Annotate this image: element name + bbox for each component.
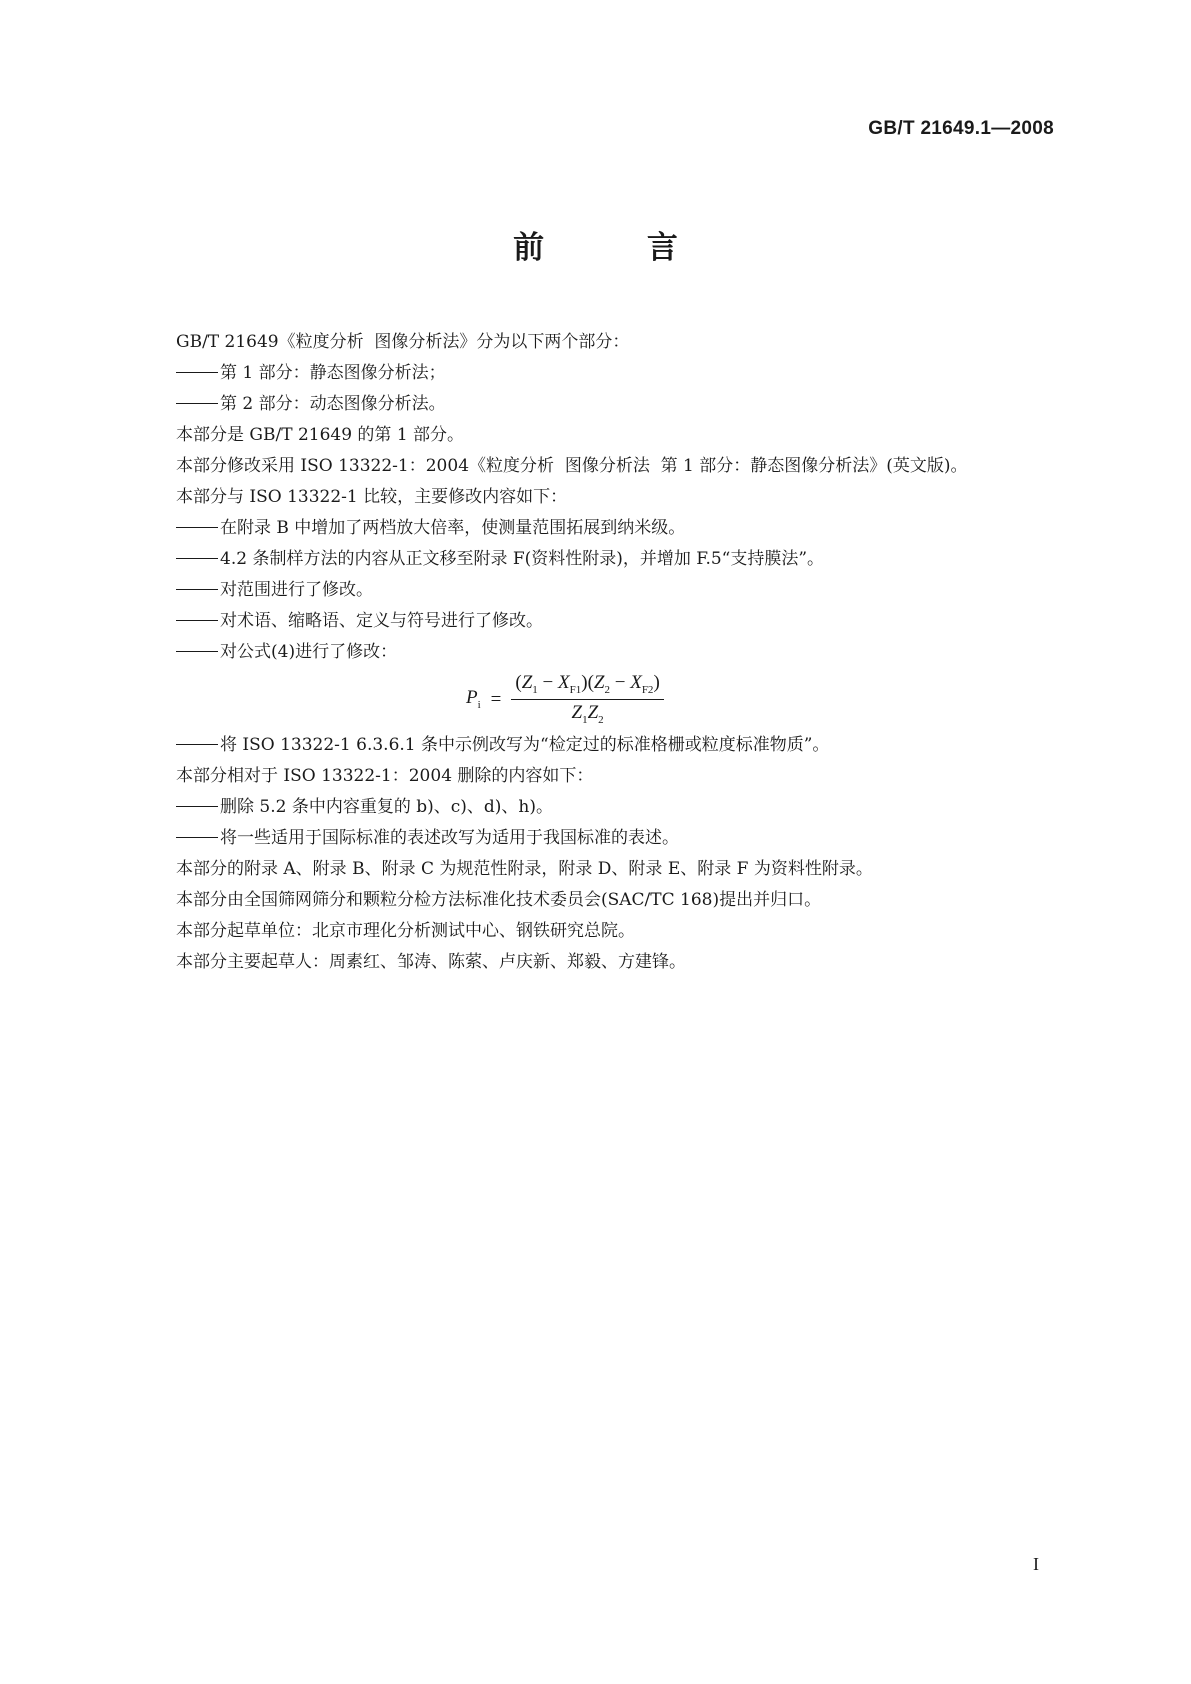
list-item: [176, 544, 1056, 575]
page-number: I: [1033, 1554, 1039, 1574]
paragraph-text: 本部分起草单位：北京市理化分析测试中心、钢铁研究总院。: [176, 921, 635, 941]
paragraph-text: 本部分是 GB/T 21649 的第 1 部分。: [176, 425, 465, 445]
em-dash-marker: [176, 806, 218, 807]
paragraph: [176, 327, 1056, 358]
list-item: [176, 389, 1056, 420]
paragraph: [176, 854, 1056, 885]
paragraph: [176, 947, 1056, 978]
paragraph-text: 本部分由全国筛网筛分和颗粒分检方法标准化技术委员会(SAC/TC 168)提出并归口。: [176, 890, 822, 910]
paragraph-text: 对术语、缩略语、定义与符号进行了修改。: [220, 611, 543, 631]
list-item: [176, 730, 1056, 761]
paragraph-text: 将 ISO 13322-1 6.3.6.1 条中示例改写为“检定过的标准格栅或粒度标准物质”。: [220, 735, 830, 755]
formula-lhs: $P_i$: [466, 687, 481, 711]
list-item: [176, 792, 1056, 823]
paragraph-text: 在附录 B 中增加了两档放大倍率，使测量范围拓展到纳米级。: [220, 518, 686, 538]
list-item: [176, 358, 1056, 389]
paragraph: [176, 916, 1056, 947]
em-dash-marker: [176, 651, 218, 652]
paragraph-text: 本部分主要起草人：周素红、邹涛、陈萦、卢庆新、郑毅、方建锋。: [176, 952, 686, 972]
paragraph-text: GB/T 21649《粒度分析 图像分析法》分为以下两个部分：: [176, 332, 630, 352]
paragraph-group-after: [176, 730, 1056, 978]
list-item: [176, 575, 1056, 606]
paragraph-text: 4.2 条制样方法的内容从正文移至附录 F(资料性附录)，并增加 F.5“支持膜法”。: [220, 549, 825, 569]
paragraph-text: 本部分修改采用 ISO 13322-1：2004《粒度分析 图像分析法 第 1 部分：静态图像分析法》(英文版)。: [176, 456, 968, 476]
list-item: [176, 637, 1056, 668]
paragraph-text: 本部分的附录 A、附录 B、附录 C 为规范性附录，附录 D、附录 E、附录 F 为资料性附录。: [176, 859, 873, 879]
paragraph: [176, 451, 1056, 482]
paragraph-text: 将一些适用于国际标准的表述改写为适用于我国标准的表述。: [220, 828, 679, 848]
paragraph-text: 对范围进行了修改。: [220, 580, 373, 600]
em-dash-marker: [176, 403, 218, 404]
standard-code: GB/T 21649.1—2008: [868, 118, 1054, 139]
formula-expression: [466, 668, 664, 730]
list-item: [176, 606, 1056, 637]
paragraph: [176, 420, 1056, 451]
paragraph-text: 第 1 部分：静态图像分析法；: [220, 363, 446, 383]
em-dash-marker: [176, 527, 218, 528]
list-item: [176, 513, 1056, 544]
formula-equals: =: [490, 688, 502, 710]
paragraph: [176, 885, 1056, 916]
paragraph-group-before: [176, 327, 1056, 668]
paragraph-text: 第 2 部分：动态图像分析法。: [220, 394, 446, 414]
em-dash-marker: [176, 558, 218, 559]
em-dash-marker: [176, 589, 218, 590]
formula-numerator: $(Z_1 - X_{F1})(Z_2 - X_{F2})$: [511, 672, 663, 700]
paragraph-text: 删除 5.2 条中内容重复的 b)、c)、d)、h)。: [220, 797, 554, 817]
formula-4: [176, 668, 1056, 730]
em-dash-marker: [176, 620, 218, 621]
paragraph: [176, 761, 1056, 792]
list-item: [176, 823, 1056, 854]
formula-fraction: [511, 672, 663, 726]
paragraph-text: 对公式(4)进行了修改：: [220, 642, 398, 662]
formula-denominator: $Z_1Z_2$: [571, 702, 604, 726]
em-dash-marker: [176, 372, 218, 373]
em-dash-marker: [176, 744, 218, 745]
paragraph: [176, 482, 1056, 513]
page-title: 前 言: [513, 230, 724, 266]
paragraph-text: 本部分与 ISO 13322-1 比较，主要修改内容如下：: [176, 487, 568, 507]
foreword-body: [176, 327, 1056, 978]
paragraph-text: 本部分相对于 ISO 13322-1：2004 删除的内容如下：: [176, 766, 594, 786]
em-dash-marker: [176, 837, 218, 838]
